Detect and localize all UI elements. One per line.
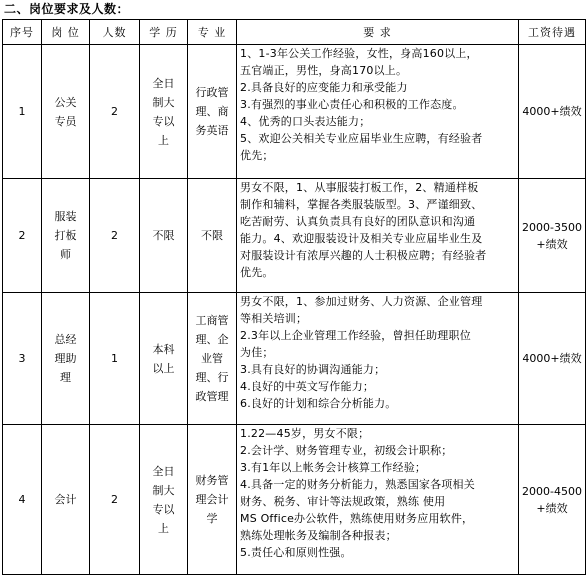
salary-line: 2000-4500 [522,484,582,498]
table-row [3,45,586,179]
position-line: 师 [60,248,71,261]
position-line: 服装 [54,210,77,223]
salary-line: +绩效 [536,501,568,515]
major-line: 财务管 [195,474,229,487]
position-line: 打板 [54,229,77,242]
requirement-line: 优先。 [240,266,274,279]
requirement-line: 1、1-3年公关工作经验，女性，身高160以上， [240,47,478,60]
position-line: 总经 [54,333,77,346]
header-position: 岗 位 [42,20,90,45]
table-row [3,179,586,293]
requirement-line: 等相关培训； [240,312,308,325]
position-line: 公关 [54,95,77,109]
requirement-line: 制作和辅料，掌握各类服装版型。3、严谨细致、 [240,198,483,211]
requirement-line: 能力。4、欢迎服装设计及相关专业应届毕业生及 [240,232,483,245]
requirement-line: 为佳； [240,346,274,359]
row-education [140,179,188,293]
education-line: 全日 [152,464,175,478]
row-education [140,293,188,425]
row-major [188,179,237,293]
position-line: 理 [60,371,71,384]
requirement-line: 4、优秀的口头表达能力； [240,115,371,128]
major-line: 理会计 [195,493,229,506]
position-line: 专员 [54,114,77,128]
header-salary: 工资待遇 [519,20,586,45]
major-line: 理、商 [195,105,229,118]
major-line: 行政管 [195,86,229,99]
requirement-line: 2.会计学、财务管理专业，初级会计职称； [240,444,453,457]
education-line: 本科 [152,342,175,356]
requirement-line: 男女不限，1、参加过财务、人力资源、企业管理 [240,295,483,308]
salary-line: +绩效 [536,237,568,251]
row-requirements [237,45,519,179]
major-line: 政管理 [195,390,229,403]
job-requirements-table [2,19,586,575]
education-line: 制大 [152,483,175,497]
major-line: 理、企 [195,333,229,346]
row-count: 2 [90,45,140,179]
requirement-line: 吃苦耐劳、认真负责具有良好的团队意识和沟通 [240,215,476,228]
row-salary [519,293,586,425]
row-count: 2 [90,179,140,293]
row-count: 1 [90,293,140,425]
requirement-line: 3.具有良好的协调沟通能力； [240,363,386,376]
row-no: 1 [3,45,42,179]
requirement-line: 财务、税务、审计等法规政策，熟练 使用 [240,495,446,508]
requirement-line: MS Office办公软件，熟练使用财务应用软件， [240,512,474,525]
major-line: 业管 [201,352,223,365]
row-requirements [237,179,519,293]
row-requirements [237,425,519,575]
major-line: 理、行 [195,371,229,384]
row-position [42,293,90,425]
requirement-line: 5、欢迎公关相关专业应届毕业生应聘，有经验者 [240,132,483,145]
requirement-line: 五官端正，男性，身高170以上。 [240,64,408,77]
salary-line: 4000+绩效 [522,105,582,118]
education-line: 专以 [152,114,175,128]
salary-line: 4000+绩效 [522,352,582,365]
education-line: 上 [158,133,169,147]
row-no: 4 [3,425,42,575]
header-education: 学 历 [140,20,188,45]
requirement-line: 3.有强烈的事业心责任心和积极的工作态度。 [240,98,464,111]
requirement-line: 5.责任心和原则性强。 [240,546,352,559]
row-education [140,425,188,575]
requirement-line: 6.良好的计划和综合分析能力。 [240,397,397,410]
row-salary [519,45,586,179]
row-position [42,45,90,179]
row-count: 2 [90,425,140,575]
row-no: 3 [3,293,42,425]
row-position [42,425,90,575]
requirement-line: 熟练处理帐务及编制各种报表； [240,529,397,542]
salary-line: 2000-3500 [522,220,582,234]
requirement-line: 1.22—45岁，男女不限； [240,427,370,440]
header-no: 序号 [3,20,42,45]
requirement-line: 3.有1年以上帐务会计核算工作经验； [240,461,427,474]
position-line: 理助 [54,352,77,365]
education-line: 专以 [152,502,175,516]
major-line: 学 [206,512,218,525]
education-line: 制大 [152,95,175,109]
row-major [188,425,237,575]
requirement-line: 2.3年以上企业管理工作经验，曾担任助理职位 [240,329,471,342]
row-no: 2 [3,179,42,293]
major-line: 不限 [201,229,223,242]
row-education [140,45,188,179]
header-count: 人数 [90,20,140,45]
row-salary [519,179,586,293]
requirement-line: 对服装设计有浓厚兴趣的人士积极应聘；有经验者 [240,249,487,262]
row-major [188,293,237,425]
education-line: 以上 [152,361,175,375]
requirement-line: 2.具备良好的应变能力和承受能力 [240,81,408,94]
major-line: 工商管 [195,314,229,327]
row-position [42,179,90,293]
requirement-line: 优先； [240,149,274,162]
education-line: 上 [158,521,169,535]
requirement-line: 男女不限，1、从事服装打板工作，2、精通样板 [240,181,479,194]
requirement-line: 4.具备一定的财务分析能力，熟悉国家各项相关 [240,478,475,491]
position-line: 会计 [54,493,77,506]
row-salary [519,425,586,575]
header-requirements: 要 求 [237,20,519,45]
requirement-line: 4.良好的中英文写作能力； [240,380,375,393]
row-requirements [237,293,519,425]
education-line: 全日 [152,76,175,90]
header-row [3,20,586,45]
table-row [3,293,586,425]
section-title: 二、岗位要求及人数： [4,2,130,16]
row-major [188,45,237,179]
major-line: 务英语 [195,124,229,137]
table-row [3,425,586,575]
header-major: 专 业 [188,20,237,45]
education-line: 不限 [152,229,175,242]
